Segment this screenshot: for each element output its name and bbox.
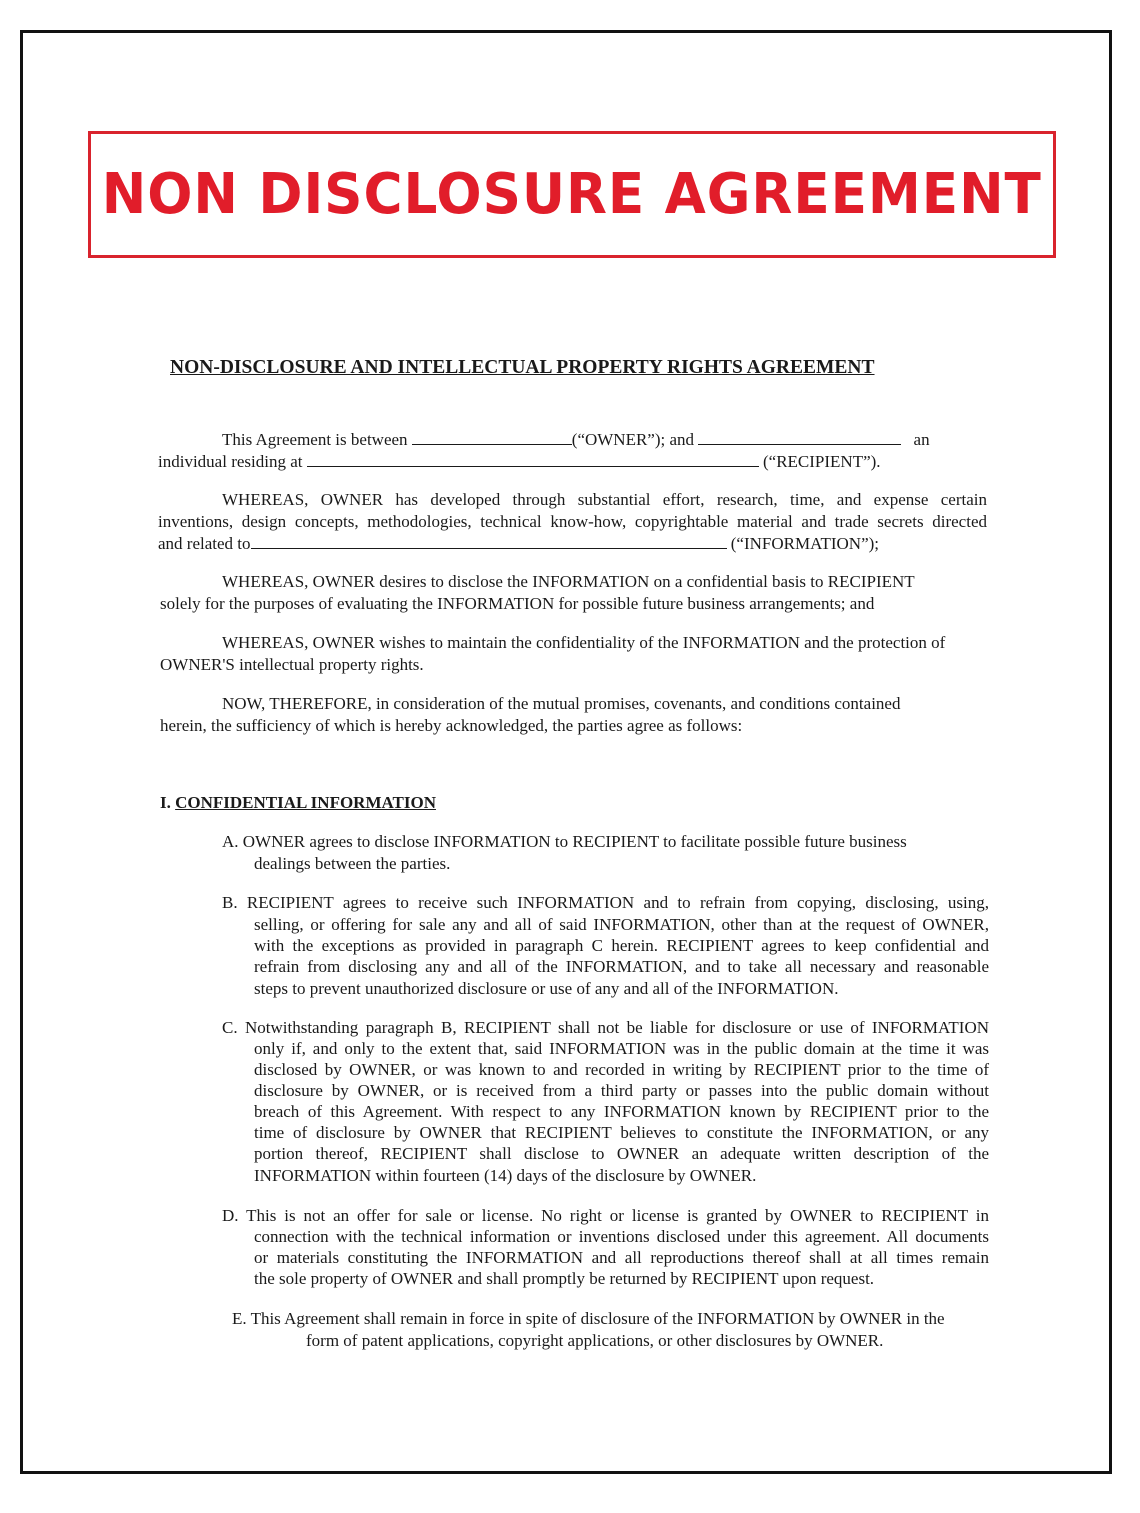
clause-c-line: C. Notwithstanding paragraph B, RECIPIENT shall not be liable for disclosure or use of INFORMATION (222, 1018, 989, 1037)
title-banner (88, 131, 1056, 258)
clause-c-line: only if, and only to the extent that, said INFORMATION was in the public domain at the time it was (254, 1039, 989, 1058)
intro-text: and related to (158, 534, 251, 553)
clause-c-line: INFORMATION within fourteen (14) days of the disclosure by OWNER. (254, 1166, 757, 1185)
clause-b-line: B. RECIPIENT agrees to receive such INFORMATION and to refrain from copying, disclosing, using, (222, 893, 989, 912)
clause-a-line: A. OWNER agrees to disclose INFORMATION to RECIPIENT to facilitate possible future business (222, 832, 907, 851)
intro-p5-line1: NOW, THEREFORE, in consideration of the mutual promises, covenants, and conditions contained (222, 694, 901, 713)
clause-e-line: E. This Agreement shall remain in force in spite of disclosure of the INFORMATION by OWNER in the (232, 1309, 945, 1328)
intro-text: (“INFORMATION”); (730, 534, 880, 553)
section-heading (160, 793, 436, 813)
intro-p5-line2: herein, the sufficiency of which is hereby acknowledged, the parties agree as follows: (160, 716, 743, 735)
intro-p3-line2: solely for the purposes of evaluating the INFORMATION for possible future business arrangements; and (160, 594, 875, 613)
section-number: I. (160, 793, 171, 812)
owner-name-blank[interactable] (412, 428, 572, 445)
clause-d-line: the sole property of OWNER and shall promptly be returned by RECIPIENT upon request. (254, 1269, 875, 1288)
clause-d-line: connection with the technical information or inventions disclosed under this agreement. All documents (254, 1227, 989, 1246)
intro-p2-line2: inventions, design concepts, methodologies, technical know-how, copyrightable material and trade secrets directed (158, 512, 987, 531)
clause-b-line: steps to prevent unauthorized disclosure or use of any and all of the INFORMATION. (254, 979, 839, 998)
banner-title: NON DISCLOSURE AGREEMENT (101, 162, 1043, 227)
information-subject-blank[interactable] (251, 532, 727, 549)
clause-c-line: disclosure by OWNER, or is received from a third party or passes into the public domain without (254, 1081, 989, 1100)
section-title: CONFIDENTIAL INFORMATION (175, 793, 436, 812)
clause-c-line: portion thereof, RECIPIENT shall disclose to OWNER an adequate written description of the (254, 1144, 989, 1163)
intro-text: (“RECIPIENT”). (762, 452, 881, 471)
intro-p2-line1: WHEREAS, OWNER has developed through substantial effort, research, time, and expense certain (222, 490, 987, 509)
clause-c-line: time of disclosure by OWNER that RECIPIENT believes to constitute the INFORMATION, or any (254, 1123, 989, 1142)
clause-d-line: D. This is not an offer for sale or license. No right or license is granted by OWNER to RECIPIENT in (222, 1206, 989, 1225)
intro-text: individual residing at (158, 452, 303, 471)
clause-c-line: breach of this Agreement. With respect to any INFORMATION known by RECIPIENT prior to the (254, 1102, 989, 1121)
intro-p1-line2 (158, 450, 881, 473)
intro-text: This Agreement is between (222, 430, 408, 449)
intro-p3-line1: WHEREAS, OWNER desires to disclose the INFORMATION on a confidential basis to RECIPIENT (222, 572, 915, 591)
clause-c-line: disclosed by OWNER, or was known to and recorded in writing by RECIPIENT prior to the time of (254, 1060, 989, 1079)
clause-b-line: refrain from disclosing any and all of the INFORMATION, and to take all necessary and reasonable (254, 957, 989, 976)
document-title: NON-DISCLOSURE AND INTELLECTUAL PROPERTY RIGHTS AGREEMENT (170, 357, 875, 378)
intro-p1-line1 (222, 428, 930, 451)
intro-p4-line2: OWNER'S intellectual property rights. (160, 655, 424, 674)
intro-text: (“OWNER”); and (571, 430, 695, 449)
clause-d-line: or materials constituting the INFORMATION and all reproductions thereof shall at all times remain (254, 1248, 989, 1267)
clause-a-line: dealings between the parties. (254, 854, 451, 873)
residence-blank[interactable] (307, 450, 759, 467)
intro-p4-line1: WHEREAS, OWNER wishes to maintain the confidentiality of the INFORMATION and the protection of (222, 633, 946, 652)
clause-b-line: selling, or offering for sale any and all of said INFORMATION, other than at the request of OWNER, (254, 915, 989, 934)
clause-e-line: form of patent applications, copyright applications, or other disclosures by OWNER. (306, 1331, 884, 1350)
recipient-name-blank[interactable] (698, 428, 901, 445)
intro-p2-line3 (158, 532, 879, 555)
clause-b-line: with the exceptions as provided in paragraph C herein. RECIPIENT agrees to keep confidential and (254, 936, 989, 955)
intro-text: an (913, 430, 930, 449)
